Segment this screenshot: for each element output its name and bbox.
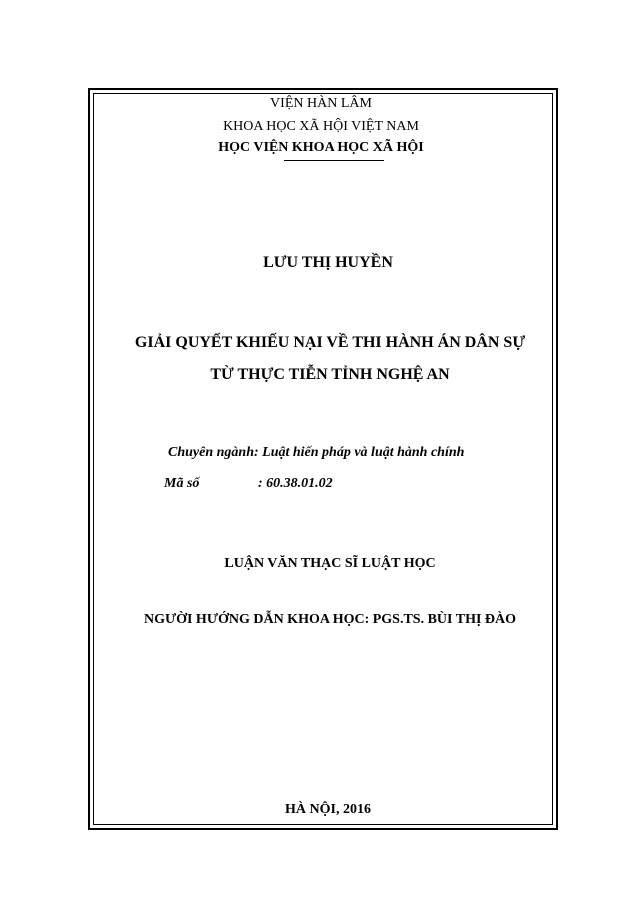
institution-underline xyxy=(284,160,384,161)
code-label: Mã số xyxy=(164,476,200,491)
code-value: : 60.38.01.02 xyxy=(258,476,333,491)
author-name: LƯU THỊ HUYỀN xyxy=(263,254,393,271)
place-year: HÀ NỘI, 2016 xyxy=(285,802,371,817)
advisor: NGƯỜI HƯỚNG DẪN KHOA HỌC: PGS.TS. BÙI THỊ ĐÀO xyxy=(143,612,517,627)
institution-line-1: VIỆN HÀN LÂM xyxy=(270,96,372,111)
institution-line-2: KHOA HỌC XÃ HỘI VIỆT NAM xyxy=(223,119,419,134)
degree-type: LUẬN VĂN THẠC SĨ LUẬT HỌC xyxy=(224,556,436,571)
specialization: Chuyên ngành: Luật hiến pháp và luật hành chính xyxy=(168,445,465,460)
thesis-title-line-2: TỪ THỰC TIỄN TỈNH NGHỆ AN xyxy=(210,366,450,383)
thesis-title-line-1: GIẢI QUYẾT KHIẾU NẠI VỀ THI HÀNH ÁN DÂN SỰ xyxy=(134,334,526,351)
institution-line-3: HỌC VIỆN KHOA HỌC XÃ HỘI xyxy=(218,140,424,155)
